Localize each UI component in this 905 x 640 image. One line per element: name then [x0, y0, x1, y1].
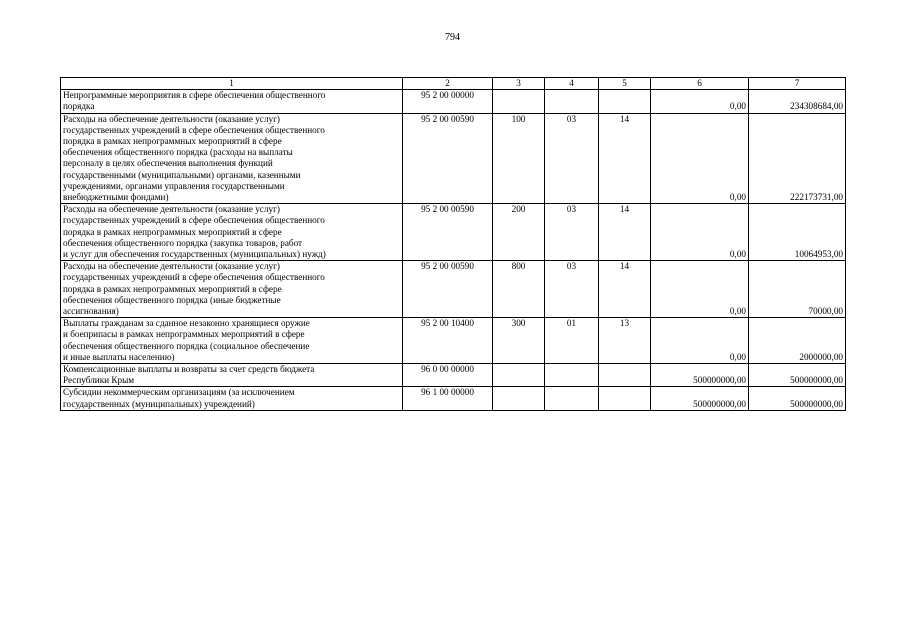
table-row: [61, 204, 846, 261]
amount-column-6-cell: 0,00: [651, 113, 749, 204]
page-number: 794: [445, 32, 460, 43]
table-row: [61, 387, 846, 410]
target-article-code-cell: 95 2 00 00590: [403, 113, 493, 204]
expense-name-line: Республики Крым: [63, 375, 135, 386]
expense-name-line: учреждениями, органами управления государственными: [63, 180, 285, 191]
target-article-code-cell: 95 2 00 10400: [403, 318, 493, 364]
column-header-1: 1: [61, 78, 403, 90]
section-cell: 03: [545, 204, 599, 261]
amount-column-7-cell: 500000000,00: [749, 364, 846, 387]
expense-type-cell: [493, 387, 545, 410]
amount-column-6-cell: 500000000,00: [651, 364, 749, 387]
expense-name-line: персоналу в целях обеспечения выполнения функций: [63, 158, 273, 169]
amount-column-6-cell: 0,00: [651, 204, 749, 261]
expense-name-line: и услуг для обеспечения государственных (муниципальных) нужд): [63, 249, 326, 260]
section-cell: [545, 90, 599, 113]
table-row: [61, 90, 846, 113]
expense-type-cell: [493, 364, 545, 387]
section-cell: 01: [545, 318, 599, 364]
subsection-cell: [599, 364, 651, 387]
expense-name-line: Расходы на обеспечение деятельности (оказание услуг): [63, 204, 280, 215]
expense-name-cell: [61, 113, 403, 204]
expense-name-line: Выплаты гражданам за сданное незаконно хранящиеся оружие: [63, 318, 310, 329]
budget-table: [60, 77, 846, 411]
amount-column-7-cell: 2000000,00: [749, 318, 846, 364]
expense-name-line: порядка в рамках непрограммных мероприятий в сфере: [63, 136, 282, 147]
expense-name-line: обеспечения общественного порядка (иные бюджетные: [63, 294, 281, 305]
expense-name-line: Расходы на обеспечение деятельности (оказание услуг): [63, 113, 280, 124]
table-row: [61, 364, 846, 387]
target-article-code-cell: 95 2 00 00590: [403, 204, 493, 261]
expense-name-line: порядка: [63, 101, 95, 112]
target-article-code-cell: 96 1 00 00000: [403, 387, 493, 410]
column-header-6: 6: [651, 78, 749, 90]
table-row: [61, 318, 846, 364]
expense-name-line: порядка в рамках непрограммных мероприятий в сфере: [63, 283, 282, 294]
expense-name-line: Расходы на обеспечение деятельности (оказание услуг): [63, 261, 280, 272]
expense-name-line: обеспечения общественного порядка (расходы на выплаты: [63, 147, 293, 158]
amount-column-7-cell: 70000,00: [749, 261, 846, 318]
expense-name-line: государственными (муниципальными) органами, казенными: [63, 169, 301, 180]
amount-column-6-cell: 0,00: [651, 261, 749, 318]
amount-column-7-cell: 222173731,00: [749, 113, 846, 204]
expense-type-cell: 800: [493, 261, 545, 318]
amount-column-6-cell: 500000000,00: [651, 387, 749, 410]
expense-type-cell: [493, 90, 545, 113]
expense-name-line: и боеприпасы в рамках непрограммных мероприятий в сфере: [63, 329, 305, 340]
subsection-cell: [599, 387, 651, 410]
expense-name-line: обеспечения общественного порядка (закупка товаров, работ: [63, 237, 303, 248]
expense-name-cell: [61, 204, 403, 261]
column-header-2: 2: [403, 78, 493, 90]
expense-name-line: Компенсационные выплаты и возвраты за счет средств бюджета: [63, 364, 315, 375]
subsection-cell: 13: [599, 318, 651, 364]
expense-name-cell: [61, 318, 403, 364]
expense-type-cell: 200: [493, 204, 545, 261]
expense-name-line: Субсидии некоммерческим организациям (за исключением: [63, 387, 295, 398]
expense-name-line: государственных учреждений в сфере обеспечения общественного: [63, 215, 325, 226]
section-cell: [545, 364, 599, 387]
expense-name-line: обеспечения общественного порядка (социальное обеспечение: [63, 340, 310, 351]
amount-column-7-cell: 500000000,00: [749, 387, 846, 410]
expense-name-cell: [61, 90, 403, 113]
section-cell: 03: [545, 261, 599, 318]
section-cell: 03: [545, 113, 599, 204]
target-article-code-cell: 96 0 00 00000: [403, 364, 493, 387]
expense-name-line: и иные выплаты населению): [63, 351, 175, 362]
subsection-cell: 14: [599, 204, 651, 261]
subsection-cell: 14: [599, 113, 651, 204]
expense-name-line: государственных учреждений в сфере обеспечения общественного: [63, 124, 325, 135]
expense-name-line: Непрограммные мероприятия в сфере обеспечения общественного: [63, 90, 326, 101]
expense-name-cell: [61, 261, 403, 318]
expense-name-cell: [61, 387, 403, 410]
amount-column-6-cell: 0,00: [651, 318, 749, 364]
expense-name-cell: [61, 364, 403, 387]
table-row: [61, 113, 846, 204]
expense-name-line: внебюджетными фондами): [63, 192, 169, 203]
target-article-code-cell: 95 2 00 00000: [403, 90, 493, 113]
column-number-row: [61, 78, 846, 90]
budget-table-body: [61, 90, 846, 411]
target-article-code-cell: 95 2 00 00590: [403, 261, 493, 318]
subsection-cell: 14: [599, 261, 651, 318]
column-header-3: 3: [493, 78, 545, 90]
column-header-5: 5: [599, 78, 651, 90]
expense-name-line: государственных (муниципальных) учреждений): [63, 398, 255, 409]
column-header-4: 4: [545, 78, 599, 90]
subsection-cell: [599, 90, 651, 113]
expense-name-line: ассигнования): [63, 306, 119, 317]
expense-name-line: порядка в рамках непрограммных мероприятий в сфере: [63, 226, 282, 237]
table-row: [61, 261, 846, 318]
expense-type-cell: 300: [493, 318, 545, 364]
expense-name-line: государственных учреждений в сфере обеспечения общественного: [63, 272, 325, 283]
section-cell: [545, 387, 599, 410]
column-header-7: 7: [749, 78, 846, 90]
amount-column-7-cell: 234308684,00: [749, 90, 846, 113]
amount-column-6-cell: 0,00: [651, 90, 749, 113]
amount-column-7-cell: 10064953,00: [749, 204, 846, 261]
expense-type-cell: 100: [493, 113, 545, 204]
